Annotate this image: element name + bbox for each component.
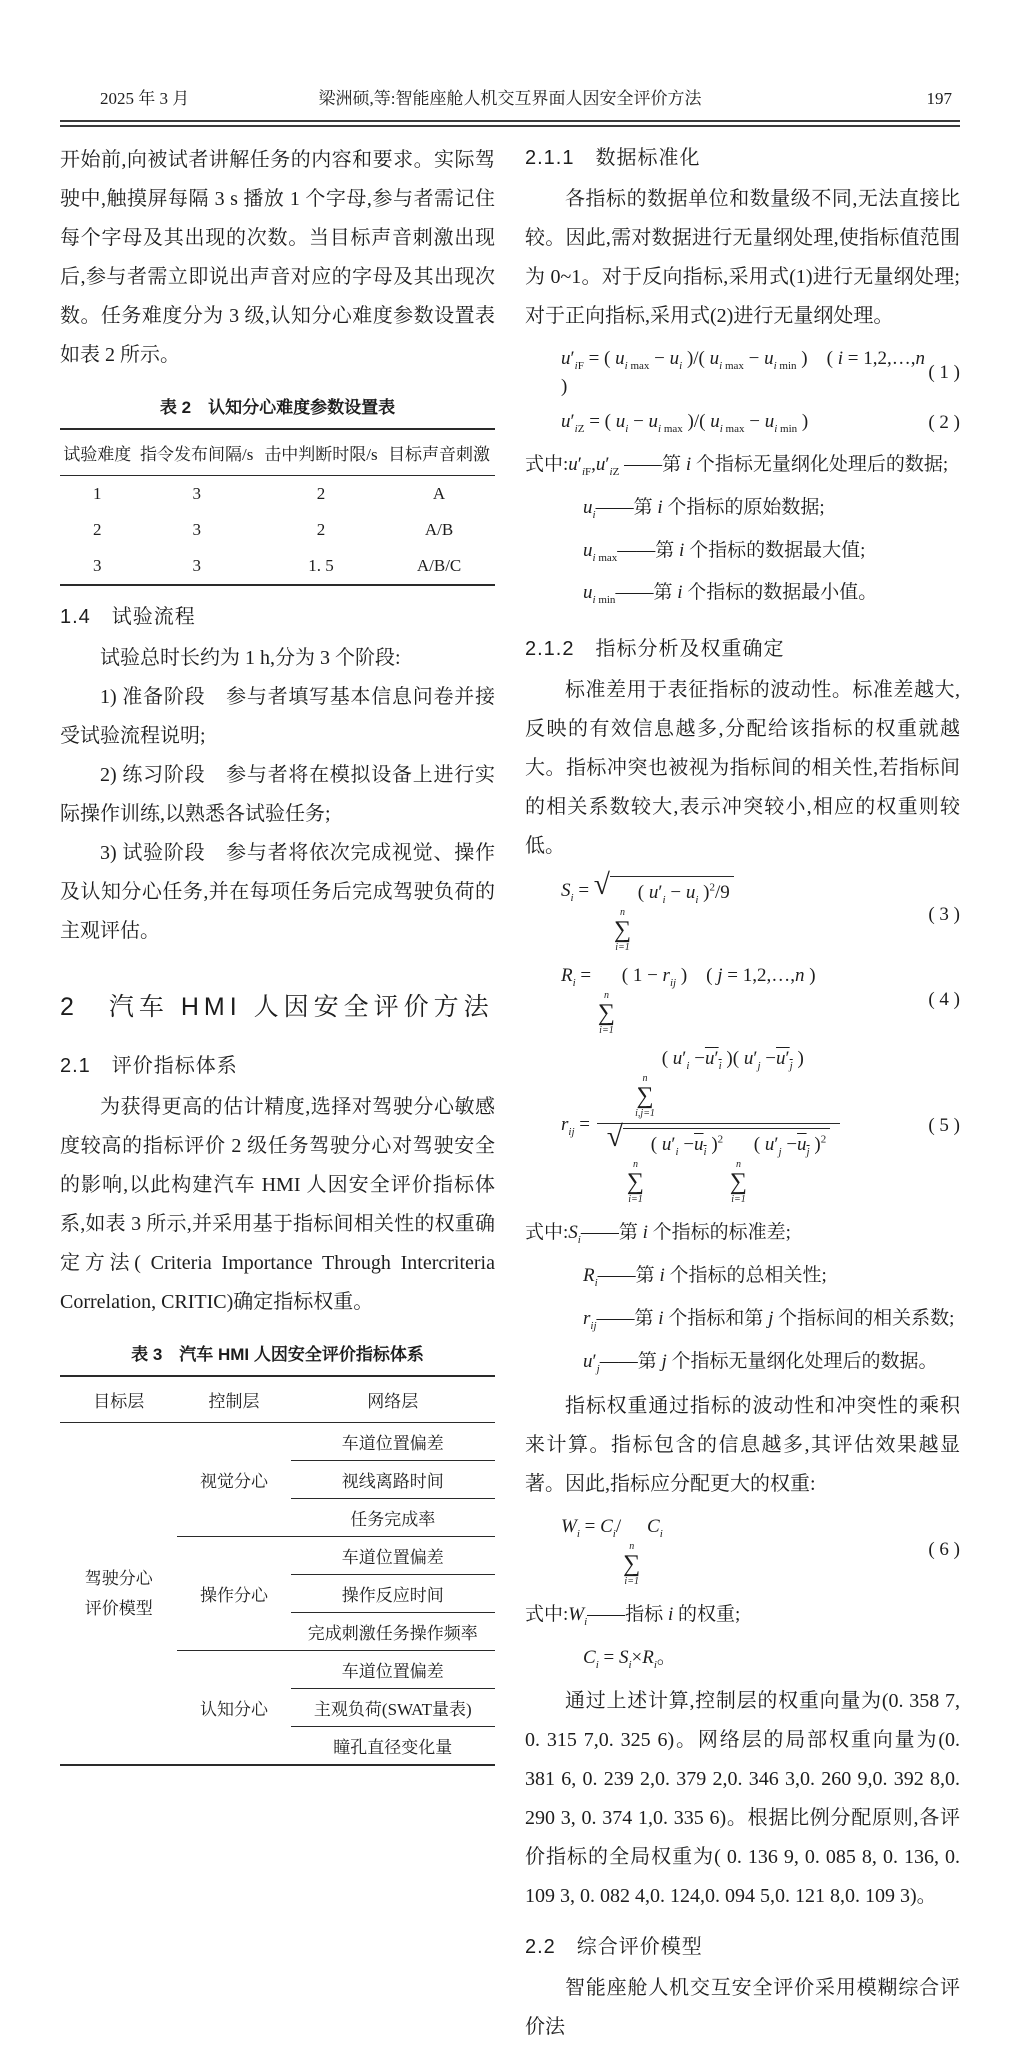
table-3-net-cell: 瞳孔直径变化量 — [333, 1738, 453, 1757]
equation-5 — [525, 1046, 960, 1205]
header-rule — [60, 120, 960, 127]
table-cell: 2 — [93, 520, 102, 539]
table-3-header: 目标层 — [60, 1376, 177, 1423]
paragraph-stage-2: 2) 练习阶段 参与者将在模拟设备上进行实际操作训练,以熟悉各试验任务; — [60, 764, 495, 825]
table-row — [60, 476, 495, 513]
equation-2 — [525, 409, 960, 437]
where-line: $u'_j——$第 j 个指标无量纲化处理后的数据。 — [583, 1350, 938, 1375]
table-cell: 3 — [93, 556, 102, 575]
table-3-net-cell: 任务完成率 — [291, 1499, 495, 1537]
equation-2-number: ( 2 ) — [928, 412, 960, 434]
paragraph-stage-1: 1) 准备阶段 参与者填写基本信息问卷并接受试验流程说明; — [60, 686, 495, 747]
equation-2-formula: $u'_{iZ}$ = ( $u_i - u_{i max}$ )/( $u_{i max} - u_{i min}$ ) — [561, 411, 809, 436]
equation-3-number: ( 3 ) — [928, 903, 960, 925]
heading-2-1-1: 2.1.1 数据标准化 — [525, 147, 701, 169]
equation-3 — [525, 869, 960, 954]
table-row — [60, 548, 495, 585]
table-3-control-cell: 视觉分心 — [177, 1423, 290, 1537]
table-row — [60, 1423, 495, 1461]
equation-1 — [525, 346, 960, 399]
goal-line: 驾驶分心 — [84, 1568, 153, 1588]
where-line: $C_i = S_i\times R_i$。 — [583, 1646, 676, 1671]
header-date: 2025 年 3 月 — [100, 89, 190, 108]
equation-1-formula: $u'_{iF}$ = ( $u_{i max} - u_i$ )/( $u_{i max} - u_{i min}$ ) ( i = 1,2,…,n ) — [561, 348, 925, 397]
header-page-number: 197 — [926, 89, 952, 108]
table-2-header: 试验难度 — [60, 429, 135, 476]
where-line: 式中$:S_i——$第 i 个指标的标准差; — [525, 1222, 791, 1247]
equation-6-number: ( 6 ) — [928, 1539, 960, 1561]
heading-2-1-2: 2.1.2 指标分析及权重确定 — [525, 638, 785, 661]
paragraph-weights: 标准差用于表征指标的波动性。标准差越大,反映的有效信息越多,分配给该指标的权重就越大。指标冲突也被视为指标间的相关性,若指标间的相关系数较大,表示冲突较小,相应的权重则较低。 — [525, 679, 960, 858]
table-cell: 3 — [192, 556, 201, 575]
equation-6 — [525, 1514, 960, 1587]
heading-section-2: 2 汽车 HMI 人因安全评价方法 — [60, 993, 494, 1021]
table-cell: A/B/C — [416, 556, 462, 575]
table-2-caption: 表 2 认知分心难度参数设置表 — [159, 398, 396, 417]
table-3-control-cell: 操作分心 — [177, 1537, 290, 1651]
equation-3-formula: $S_i$ = √ n ∑ i=1 ( $u'_i - u_i$ )$^2$/9 — [525, 876, 928, 953]
table-2-header: 指令发布间隔/s — [135, 429, 259, 476]
table-3-caption: 表 3 汽车 HMI 人因安全评价指标体系 — [131, 1345, 424, 1364]
table-cell: A — [432, 484, 446, 503]
table-3-header: 网络层 — [291, 1376, 495, 1423]
page-header — [60, 84, 960, 109]
paragraph-normalization: 各指标的数据单位和数量级不同,无法直接比较。因此,需对数据进行无量纲处理,使指标值范围为 0~1。对于反向指标,采用式(1)进行无量纲处理;对于正向指标,采用式(2)进行无量纲处理。 — [525, 188, 960, 327]
table-3-net-cell: 完成刺激任务操作频率 — [291, 1613, 495, 1651]
where-line: $r_{ij}——$第 i 个指标和第 j 个指标间的相关系数; — [583, 1308, 955, 1332]
table-cell: 1. 5 — [308, 556, 334, 575]
table-3-goal-cell — [60, 1423, 177, 1766]
table-3-net-cell: 主观负荷(SWAT量表) — [291, 1689, 495, 1727]
equation-4 — [525, 963, 960, 1036]
equation-6-formula: $W_i = C_i/$ n ∑ i=1 $C_i$ — [561, 1515, 663, 1587]
paragraph-stage-3: 3) 试验阶段 参与者将依次完成视觉、操作及认知分心任务,并在每项任务后完成驾驶负荷的主观评估。 — [60, 842, 495, 942]
table-3-header: 控制层 — [177, 1376, 290, 1423]
where-line: $R_i——$第 i 个指标的总相关性; — [583, 1265, 827, 1290]
equation-4-formula: $R_i$ = n ∑ i=1 ( $1 - r_{ij}$ ) ( j = 1,2,…,n ) — [561, 965, 816, 1037]
header-running-title: 梁洲硕,等:智能座舱人机交互界面人因安全评价方法 — [318, 89, 702, 108]
table-cell: 2 — [316, 520, 326, 539]
table-row — [60, 512, 495, 548]
heading-2-2: 2.2 综合评价模型 — [525, 1936, 703, 1959]
table-cell: A/B — [424, 520, 454, 539]
left-column — [60, 141, 495, 2047]
table-2-header-row — [60, 429, 495, 476]
paragraph-procedure-intro: 试验总时长约为 1 h,分为 3 个阶段: — [100, 647, 401, 669]
table-3-control-cell: 认知分心 — [199, 1700, 268, 1719]
table-2 — [60, 428, 495, 586]
table-3-net-cell: 车道位置偏差 — [291, 1651, 495, 1689]
paragraph-fuzzy-evaluation: 智能座舱人机交互安全评价采用模糊综合评价法 — [525, 1977, 960, 2039]
table-3 — [60, 1375, 495, 1766]
table-3-net-cell: 操作反应时间 — [291, 1575, 495, 1613]
table-2-header: 目标声音刺激 — [383, 429, 495, 476]
paragraph-experiment-intro: 开始前,向被试者讲解任务的内容和要求。实际驾驶中,触摸屏每隔 3 s 播放 1 个字母,参与者需记住每个字母及其出现的次数。当目标声音刺激出现后,参与者需立即说出声音对应的字母及其出现次数。任务难度分为 3 级,认知分心难度参数设置表如表 2 所示。 — [60, 149, 495, 366]
equation-5-number: ( 5 ) — [928, 1115, 960, 1137]
where-line: 式中$:u'_{iF},u'_{iZ}$ ——第 i 个指标无量纲化处理后的数据; — [525, 453, 949, 478]
table-cell: 3 — [192, 520, 201, 539]
paragraph-weight-product: 指标权重通过指标的波动性和冲突性的乘积来计算。指标包含的信息越多,其评估效果越显著。因此,指标应分配更大的权重: — [525, 1394, 960, 1495]
heading-1-4: 1.4 试验流程 — [60, 606, 196, 628]
paragraph-index-system: 为获得更高的估计精度,选择对驾驶分心敏感度较高的指标评价 2 级任务驾驶分心对驾驶安全的影响,以此构建汽车 HMI 人因安全评价指标体系,如表 3 所示,并采用基于指标间相关性的权重确定方法( Criteria Importance Through Intercriteria Correlation, CRITIC)确定指标权重。 — [60, 1096, 495, 1313]
right-column — [525, 141, 960, 2047]
table-cell: 1 — [93, 484, 102, 503]
equation-4-number: ( 4 ) — [928, 988, 960, 1010]
where-line: $u_i——$第 i 个指标的原始数据; — [583, 496, 825, 521]
equation-5-formula: $r_{ij}$ = n ∑ i,j=1 ( $u'_i -u'_i$ )( $u'_j -u'_j$ ) √ n ∑ i=1 ( $u'_i -u_i$ )$^2$ n ∑ i=1 ( $u'_j -u_j$ )$^2$ — [525, 1046, 928, 1205]
table-3-net-cell: 车道位置偏差 — [291, 1423, 495, 1461]
table-cell: 3 — [192, 484, 201, 503]
equation-1-number: ( 1 ) — [928, 361, 960, 383]
table-2-header: 击中判断时限/s — [259, 429, 383, 476]
table-3-header-row — [60, 1376, 495, 1423]
table-cell: 2 — [316, 484, 326, 503]
table-3-net-cell: 车道位置偏差 — [291, 1537, 495, 1575]
heading-2-1: 2.1 评价指标体系 — [60, 1055, 238, 1077]
where-line: $u_{i min}——$第 i 个指标的数据最小值。 — [583, 582, 878, 607]
table-3-net-cell: 视线离路时间 — [291, 1461, 495, 1499]
where-line: 式中$:W_i——$指标 i 的权重; — [525, 1603, 741, 1628]
paragraph-weight-vectors: 通过上述计算,控制层的权重向量为(0. 358 7, 0. 315 7,0. 325 6)。网络层的局部权重向量为(0. 381 6, 0. 239 2,0. 379 2,0. 346 3,0. 260 9,0. 392 8,0. 290 3, 0. 374 1,0. 335 6)。根据比例分配原则,各评价指标的全局权重为( 0. 136 9, 0. 085 8, 0. 136, 0. 109 3, 0. 082 4,0. 124,0. 094 5,0. 121 8,0. 109 3)。 — [525, 1690, 960, 1908]
two-column-body — [60, 141, 960, 2047]
where-line: $u_{i max}——$第 i 个指标的数据最大值; — [583, 539, 866, 564]
goal-line: 评价模型 — [84, 1598, 153, 1618]
